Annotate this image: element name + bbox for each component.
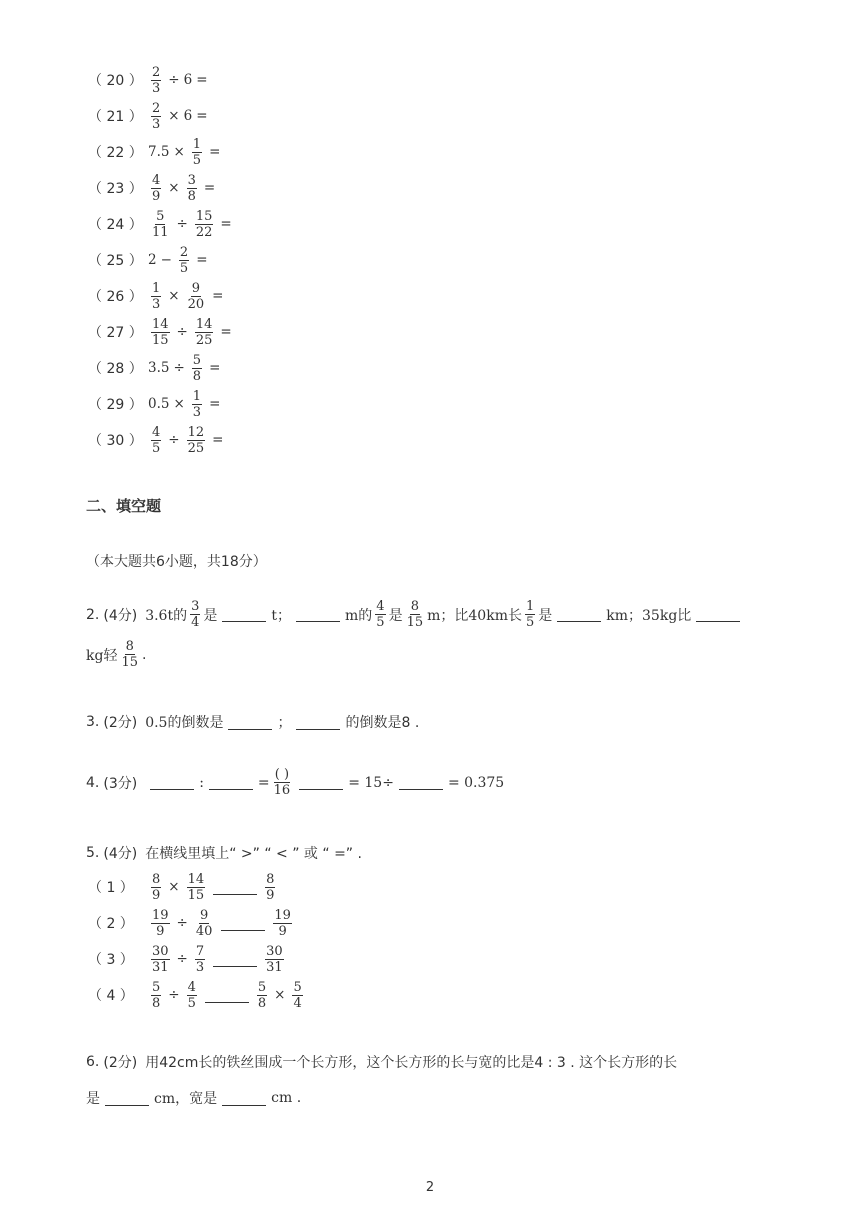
fraction: $\frac{1}{3}$ — [152, 280, 161, 312]
equals-sign: = — [220, 324, 232, 340]
expression — [148, 873, 278, 902]
text: m；比40km长 — [427, 607, 522, 624]
text: 7.5 — [148, 144, 170, 160]
item-number: （ 23 ） — [88, 181, 143, 197]
fraction: $\frac{1}{5}$ — [525, 599, 535, 630]
item-number: （ 1 ） — [88, 880, 134, 896]
answer-blank[interactable] — [205, 988, 249, 1003]
compare-item — [88, 905, 295, 941]
answer-blank[interactable] — [222, 1091, 266, 1106]
text: 用42cm长的铁丝围成一个长方形，这个长方形的长与宽的比是4 : 3 . 这个长方形的长 — [145, 1055, 678, 1071]
question-number: 3. — [86, 714, 100, 730]
fraction: $\frac{5}{8}$ — [192, 352, 202, 384]
item-number: （ 2 ） — [88, 916, 134, 932]
expression — [148, 909, 295, 938]
calc-item — [88, 386, 224, 422]
equals-sign: = — [209, 144, 221, 160]
operator: × — [274, 987, 286, 1003]
fraction: $\frac{8}{15}$ — [121, 639, 138, 670]
fraction: $\frac{8}{15}$ — [406, 599, 424, 630]
text: . — [142, 646, 147, 663]
fraction: $\frac{8}{9}$ — [152, 871, 161, 903]
text: cm . — [271, 1090, 302, 1106]
calc-item — [88, 350, 224, 386]
operator: × — [168, 180, 180, 196]
text: 是 — [388, 607, 403, 624]
expression — [148, 390, 224, 419]
answer-blank[interactable] — [299, 775, 343, 790]
fraction: $\frac{12}{25}$ — [187, 424, 205, 456]
fraction: $\frac{4}{5}$ — [187, 979, 196, 1011]
operator: × — [168, 108, 180, 124]
fraction: $\frac{30}{31}$ — [152, 943, 169, 975]
text: 是 — [538, 607, 553, 624]
question-number: 5. — [86, 845, 100, 861]
compare-item — [88, 869, 278, 905]
operator: ÷ — [176, 951, 188, 967]
question-points: (2分) — [103, 715, 138, 731]
item-number: （ 4 ） — [88, 988, 134, 1004]
fraction: $\frac{15}{22}$ — [195, 208, 213, 240]
fraction: $\frac{4}{5}$ — [152, 424, 161, 456]
text: : — [199, 774, 204, 791]
equals-sign: = — [209, 360, 221, 376]
text: 是 — [203, 607, 218, 624]
fraction: $\frac{19}{9}$ — [274, 907, 291, 939]
answer-blank[interactable] — [213, 880, 257, 895]
equals-sign: = — [196, 72, 208, 88]
calc-item — [88, 242, 212, 278]
operator: ÷ — [168, 432, 180, 448]
fraction: $\frac{30}{31}$ — [266, 943, 283, 975]
equals-sign: = — [220, 216, 232, 232]
fraction: $\frac{1}{5}$ — [192, 136, 202, 168]
text: 6 — [183, 108, 193, 124]
expression — [148, 66, 212, 95]
equals-sign: = — [203, 180, 216, 196]
fraction: $\frac{2}{5}$ — [179, 244, 189, 276]
text: m的 — [345, 607, 373, 624]
fraction: $\frac{3}{4}$ — [191, 599, 200, 630]
question-points: (4分) — [103, 846, 138, 862]
question-number: 2. — [86, 606, 100, 623]
answer-blank[interactable] — [222, 607, 266, 622]
expression — [148, 102, 212, 131]
operator: × — [168, 879, 180, 895]
text: kg轻 — [86, 647, 118, 664]
item-number: （ 20 ） — [88, 73, 143, 89]
calc-item — [88, 134, 224, 170]
text: ； — [277, 715, 292, 731]
item-number: （ 27 ） — [88, 325, 143, 341]
fraction: $\frac{7}{3}$ — [195, 943, 205, 975]
text: 6 — [183, 72, 193, 88]
operator: ÷ — [176, 915, 188, 931]
fraction: $\frac{4}{5}$ — [376, 599, 385, 630]
expression — [148, 174, 219, 203]
question-points: (2分) — [103, 1055, 138, 1071]
equals-sign: = — [196, 252, 208, 268]
operator: ÷ — [168, 72, 180, 88]
text: 在横线里填上“ >” “ < ” 或 “ =” . — [145, 846, 362, 862]
operator: − — [160, 252, 172, 268]
calc-item — [88, 170, 219, 206]
calc-item — [88, 278, 227, 314]
answer-blank[interactable] — [228, 715, 272, 730]
answer-blank[interactable] — [296, 607, 340, 622]
answer-blank[interactable] — [221, 916, 265, 931]
expression — [148, 210, 236, 239]
expression — [148, 945, 287, 974]
question-6-line-2 — [86, 1088, 301, 1108]
operator: × — [173, 396, 185, 412]
question-points: (3分) — [103, 775, 138, 792]
text: cm，宽是 — [154, 1091, 218, 1107]
item-number: （ 26 ） — [88, 289, 143, 305]
equals-sign: = — [196, 108, 208, 124]
text: = — [257, 774, 270, 791]
text: = 0.375 — [447, 774, 505, 791]
fraction: $\frac{14}{15}$ — [187, 871, 205, 903]
expression — [148, 426, 227, 455]
fraction: $\frac{5}{8}$ — [152, 979, 161, 1011]
fraction: $\frac{14}{15}$ — [152, 316, 169, 348]
fraction: $\frac{1}{3}$ — [192, 388, 202, 420]
page-number: 2 — [425, 1180, 435, 1195]
answer-blank[interactable] — [209, 775, 253, 790]
equals-sign: = — [209, 396, 221, 412]
text: 0.5 — [148, 396, 170, 412]
answer-blank[interactable] — [557, 607, 601, 622]
operator: × — [173, 144, 185, 160]
question-points: (4分) — [103, 607, 138, 624]
fraction: $\frac{5}{11}$ — [152, 208, 169, 240]
calc-item — [88, 62, 212, 98]
section-heading: 二、填空题 — [86, 497, 162, 515]
fraction: $\frac{5}{8}$ — [257, 979, 267, 1011]
question-6 — [86, 1052, 677, 1072]
fraction: $\frac{( )}{16}$ — [273, 767, 291, 798]
equals-sign: = — [212, 432, 224, 448]
expression — [148, 138, 224, 167]
section-note: （本大题共6小题，共18分） — [86, 554, 267, 570]
question-3 — [86, 712, 419, 732]
calc-item — [88, 206, 236, 242]
expression — [148, 246, 212, 275]
item-number: （ 25 ） — [88, 253, 143, 269]
question-2-line-2 — [86, 640, 146, 669]
answer-blank[interactable] — [696, 607, 740, 622]
answer-blank[interactable] — [213, 952, 257, 967]
expression — [148, 282, 227, 311]
text: = 15÷ — [348, 774, 394, 791]
text: 2 — [148, 252, 157, 268]
fraction: $\frac{2}{3}$ — [152, 100, 161, 132]
fraction: $\frac{14}{25}$ — [195, 316, 213, 348]
text: km；35kg比 — [606, 607, 692, 624]
fraction: $\frac{2}{3}$ — [152, 64, 161, 96]
fraction: $\frac{9}{40}$ — [195, 907, 213, 939]
operator: ÷ — [168, 987, 180, 1003]
calc-item — [88, 314, 236, 350]
question-number: 4. — [86, 774, 100, 791]
question-2 — [86, 600, 745, 629]
item-number: （ 3 ） — [88, 952, 134, 968]
item-number: （ 24 ） — [88, 217, 143, 233]
expression — [148, 354, 224, 383]
calc-item — [88, 422, 227, 458]
answer-blank[interactable] — [150, 775, 194, 790]
fraction: $\frac{19}{9}$ — [152, 907, 169, 939]
question-4 — [86, 768, 504, 797]
answer-blank[interactable] — [105, 1091, 149, 1106]
text: 是 — [86, 1091, 100, 1107]
operator: × — [168, 288, 180, 304]
expression — [148, 981, 306, 1010]
compare-item — [88, 941, 287, 977]
operator: ÷ — [173, 360, 185, 376]
answer-blank[interactable] — [399, 775, 443, 790]
fraction: $\frac{9}{20}$ — [187, 280, 205, 312]
expression — [148, 318, 236, 347]
fraction: $\frac{3}{8}$ — [187, 172, 196, 204]
text: 3.6t的 — [145, 607, 188, 624]
question-5 — [86, 843, 362, 863]
text: 0.5的倒数是 — [145, 715, 224, 731]
item-number: （ 21 ） — [88, 109, 143, 125]
item-number: （ 30 ） — [88, 433, 143, 449]
operator: ÷ — [176, 216, 188, 232]
operator: ÷ — [176, 324, 188, 340]
question-number: 6. — [86, 1054, 100, 1070]
item-number: （ 22 ） — [88, 145, 143, 161]
text: 3.5 — [148, 360, 170, 376]
fraction: $\frac{5}{4}$ — [293, 979, 302, 1011]
equals-sign: = — [212, 288, 224, 304]
calc-item — [88, 98, 212, 134]
item-number: （ 28 ） — [88, 361, 143, 377]
fraction: $\frac{4}{9}$ — [152, 172, 161, 204]
answer-blank[interactable] — [296, 715, 340, 730]
compare-item — [88, 977, 306, 1013]
fraction: $\frac{8}{9}$ — [266, 871, 275, 903]
text: t； — [271, 607, 292, 624]
item-number: （ 29 ） — [88, 397, 143, 413]
text: 的倒数是8 . — [345, 715, 420, 731]
